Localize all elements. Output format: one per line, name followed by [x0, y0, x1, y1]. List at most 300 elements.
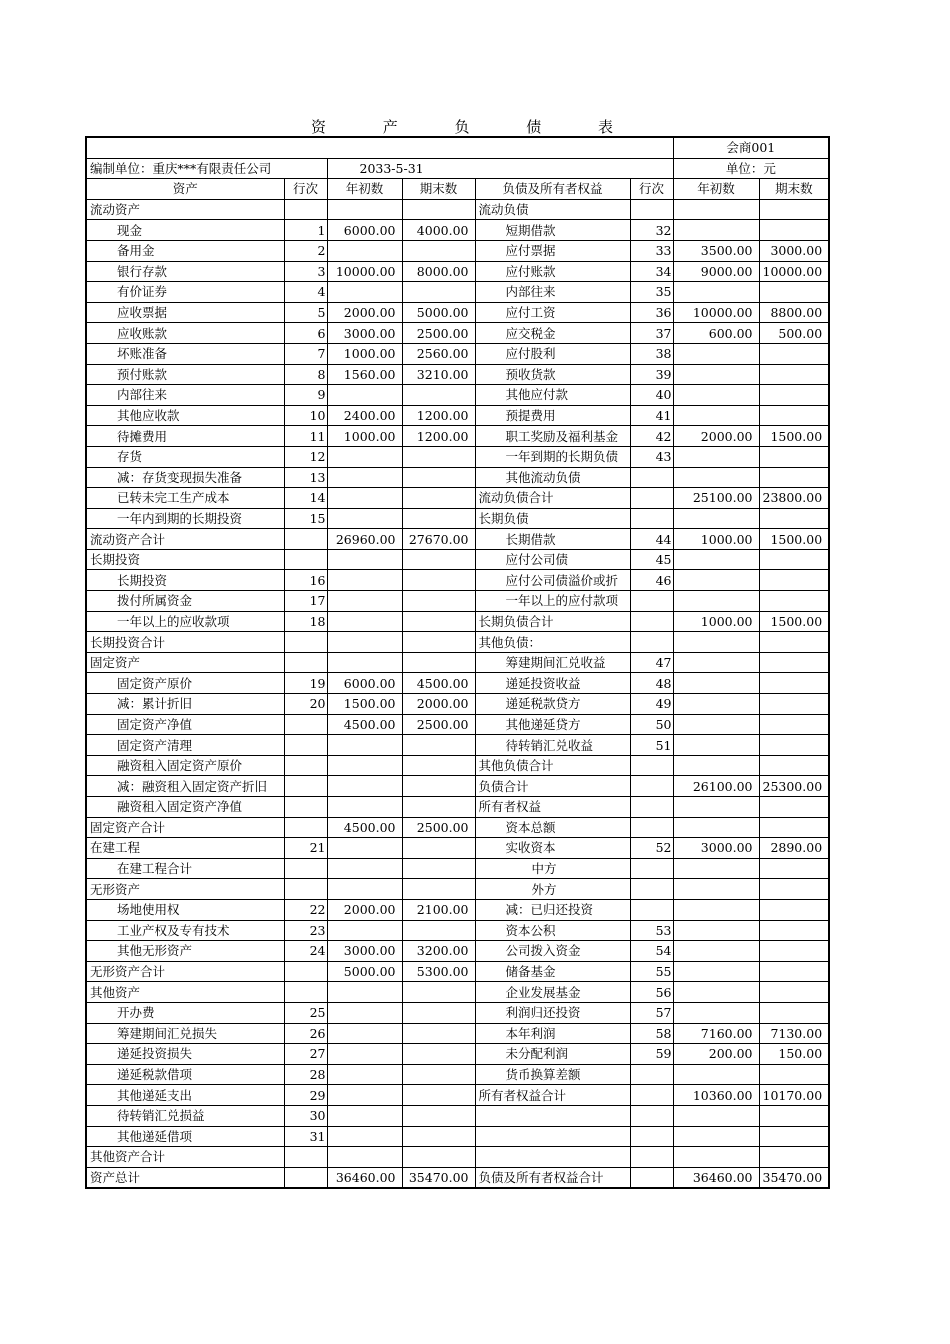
table-row [86, 282, 829, 303]
liability-ending [759, 817, 829, 838]
liability-beginning [673, 446, 759, 467]
liability-beginning [673, 941, 759, 962]
liability-line-no [630, 1064, 673, 1085]
asset-line-no: 22 [284, 899, 327, 920]
liability-line-no: 51 [630, 735, 673, 756]
meta-row [86, 158, 829, 179]
asset-beginning [327, 549, 402, 570]
asset-line-no: 15 [284, 508, 327, 529]
asset-line-no [284, 714, 327, 735]
asset-beginning: 5000.00 [327, 961, 402, 982]
liability-line-no: 52 [630, 838, 673, 859]
asset-line-no: 25 [284, 1002, 327, 1023]
header-ending: 期末数 [759, 179, 829, 200]
liability-line-no: 37 [630, 323, 673, 344]
asset-item: 递延投资损失 [86, 1044, 284, 1065]
asset-ending [402, 240, 475, 261]
liability-item: 递延投资收益 [475, 673, 630, 694]
liability-ending: 1500.00 [759, 426, 829, 447]
liability-line-no [630, 199, 673, 220]
liability-beginning [673, 549, 759, 570]
liability-line-no [630, 755, 673, 776]
table-row [86, 1002, 829, 1023]
table-row [86, 549, 829, 570]
asset-ending [402, 1147, 475, 1168]
header-line-no: 行次 [284, 179, 327, 200]
asset-line-no [284, 735, 327, 756]
asset-beginning: 10000.00 [327, 261, 402, 282]
liability-beginning [673, 467, 759, 488]
asset-item: 一年以上的应收款项 [86, 611, 284, 632]
asset-beginning: 1000.00 [327, 343, 402, 364]
liability-ending [759, 1002, 829, 1023]
liability-item: 预收货款 [475, 364, 630, 385]
liability-item: 利润归还投资 [475, 1002, 630, 1023]
liability-ending [759, 508, 829, 529]
asset-beginning [327, 611, 402, 632]
liability-item: 筹建期间汇兑收益 [475, 652, 630, 673]
liability-item: 外方 [475, 879, 630, 900]
liability-line-no: 54 [630, 941, 673, 962]
liability-beginning [673, 199, 759, 220]
liability-line-no [630, 776, 673, 797]
asset-item: 固定资产原价 [86, 673, 284, 694]
asset-beginning [327, 1023, 402, 1044]
liability-ending [759, 694, 829, 715]
liability-line-no [630, 1126, 673, 1147]
report-date: 2033-5-31 [327, 158, 673, 179]
liability-beginning: 2000.00 [673, 426, 759, 447]
asset-beginning [327, 591, 402, 612]
asset-beginning: 4500.00 [327, 817, 402, 838]
doc-code: 会商001 [673, 137, 829, 158]
asset-beginning [327, 508, 402, 529]
asset-beginning [327, 858, 402, 879]
asset-beginning [327, 755, 402, 776]
asset-ending: 35470.00 [402, 1167, 475, 1188]
liability-line-no [630, 488, 673, 509]
asset-item: 无形资产 [86, 879, 284, 900]
asset-item: 其他应收款 [86, 405, 284, 426]
asset-ending: 2500.00 [402, 323, 475, 344]
asset-ending: 4500.00 [402, 673, 475, 694]
asset-line-no: 27 [284, 1044, 327, 1065]
asset-beginning [327, 488, 402, 509]
table-row [86, 508, 829, 529]
liability-item: 储备基金 [475, 961, 630, 982]
asset-line-no: 19 [284, 673, 327, 694]
doc-code-row [86, 137, 829, 158]
liability-line-no [630, 611, 673, 632]
asset-beginning [327, 385, 402, 406]
asset-item: 内部往来 [86, 385, 284, 406]
liability-item: 货币换算差额 [475, 1064, 630, 1085]
asset-beginning [327, 838, 402, 859]
liability-ending [759, 343, 829, 364]
liability-beginning [673, 632, 759, 653]
asset-line-no: 30 [284, 1105, 327, 1126]
liability-line-no: 42 [630, 426, 673, 447]
table-row [86, 611, 829, 632]
liability-ending [759, 1064, 829, 1085]
asset-line-no: 16 [284, 570, 327, 591]
liability-line-no: 44 [630, 529, 673, 550]
liability-item: 长期负债 [475, 508, 630, 529]
table-row [86, 488, 829, 509]
asset-ending: 2560.00 [402, 343, 475, 364]
liability-line-no: 39 [630, 364, 673, 385]
liability-ending [759, 467, 829, 488]
asset-ending [402, 879, 475, 900]
liability-line-no [630, 1085, 673, 1106]
liability-line-no [630, 591, 673, 612]
asset-ending [402, 1126, 475, 1147]
asset-ending [402, 920, 475, 941]
liability-ending [759, 405, 829, 426]
asset-line-no: 7 [284, 343, 327, 364]
asset-line-no [284, 755, 327, 776]
asset-line-no [284, 1167, 327, 1188]
asset-line-no [284, 797, 327, 818]
asset-item: 坏账准备 [86, 343, 284, 364]
liability-line-no [630, 632, 673, 653]
asset-line-no [284, 1147, 327, 1168]
liability-beginning [673, 735, 759, 756]
liability-item [475, 1126, 630, 1147]
liability-beginning: 9000.00 [673, 261, 759, 282]
asset-beginning [327, 1002, 402, 1023]
asset-beginning [327, 652, 402, 673]
liability-ending [759, 364, 829, 385]
liability-item: 其他递延贷方 [475, 714, 630, 735]
asset-line-no: 18 [284, 611, 327, 632]
asset-item: 场地使用权 [86, 899, 284, 920]
asset-ending [402, 982, 475, 1003]
asset-item: 长期投资 [86, 570, 284, 591]
sheet-title: 资 产 负 债 表 [310, 118, 640, 136]
asset-item: 在建工程 [86, 838, 284, 859]
asset-ending: 3200.00 [402, 941, 475, 962]
liability-ending [759, 446, 829, 467]
asset-item: 工业产权及专有技术 [86, 920, 284, 941]
liability-line-no: 33 [630, 240, 673, 261]
liability-beginning: 10360.00 [673, 1085, 759, 1106]
liability-ending [759, 591, 829, 612]
asset-ending: 2100.00 [402, 899, 475, 920]
asset-item: 拨付所属资金 [86, 591, 284, 612]
table-row [86, 426, 829, 447]
liability-beginning: 25100.00 [673, 488, 759, 509]
liability-beginning [673, 817, 759, 838]
asset-line-no: 28 [284, 1064, 327, 1085]
asset-item: 固定资产净值 [86, 714, 284, 735]
liability-line-no: 35 [630, 282, 673, 303]
header-beginning: 年初数 [327, 179, 402, 200]
liability-ending [759, 941, 829, 962]
liability-ending [759, 755, 829, 776]
liability-beginning [673, 694, 759, 715]
liability-line-no [630, 508, 673, 529]
asset-beginning [327, 632, 402, 653]
liability-ending: 35470.00 [759, 1167, 829, 1188]
liability-ending [759, 570, 829, 591]
asset-line-no: 21 [284, 838, 327, 859]
asset-ending [402, 735, 475, 756]
liability-line-no: 45 [630, 549, 673, 570]
liability-line-no: 56 [630, 982, 673, 1003]
asset-ending [402, 1044, 475, 1065]
asset-ending [402, 591, 475, 612]
asset-beginning [327, 735, 402, 756]
asset-beginning [327, 199, 402, 220]
asset-ending: 2500.00 [402, 714, 475, 735]
asset-item: 其他资产 [86, 982, 284, 1003]
liability-ending: 3000.00 [759, 240, 829, 261]
asset-item: 预付账款 [86, 364, 284, 385]
table-row [86, 220, 829, 241]
asset-line-no: 9 [284, 385, 327, 406]
asset-line-no [284, 549, 327, 570]
liability-item: 其他负债： [475, 632, 630, 653]
liability-line-no [630, 879, 673, 900]
liability-item: 中方 [475, 858, 630, 879]
table-row [86, 755, 829, 776]
asset-beginning [327, 920, 402, 941]
liability-item: 企业发展基金 [475, 982, 630, 1003]
liability-beginning [673, 755, 759, 776]
table-row [86, 1044, 829, 1065]
liability-line-no: 32 [630, 220, 673, 241]
table-row [86, 1147, 829, 1168]
liability-line-no [630, 899, 673, 920]
liability-item: 递延税款贷方 [475, 694, 630, 715]
asset-beginning [327, 1147, 402, 1168]
liability-line-no [630, 467, 673, 488]
asset-ending [402, 858, 475, 879]
liability-ending: 2890.00 [759, 838, 829, 859]
asset-ending [402, 385, 475, 406]
liability-ending [759, 199, 829, 220]
asset-line-no: 6 [284, 323, 327, 344]
asset-line-no: 3 [284, 261, 327, 282]
liability-beginning: 7160.00 [673, 1023, 759, 1044]
asset-item: 减：累计折旧 [86, 694, 284, 715]
asset-line-no [284, 879, 327, 900]
unit-label: 单位：元 [673, 158, 829, 179]
asset-ending: 5300.00 [402, 961, 475, 982]
liability-item: 资本公积 [475, 920, 630, 941]
liability-item: 应付公司债溢价或折 [475, 570, 630, 591]
asset-item: 无形资产合计 [86, 961, 284, 982]
asset-item: 已转未完工生产成本 [86, 488, 284, 509]
asset-line-no: 17 [284, 591, 327, 612]
liability-ending: 10000.00 [759, 261, 829, 282]
header-ending: 期末数 [402, 179, 475, 200]
asset-item: 固定资产合计 [86, 817, 284, 838]
asset-ending [402, 838, 475, 859]
liability-line-no: 59 [630, 1044, 673, 1065]
asset-ending [402, 652, 475, 673]
asset-beginning [327, 776, 402, 797]
liability-line-no [630, 1105, 673, 1126]
asset-item: 流动资产合计 [86, 529, 284, 550]
table-row [86, 405, 829, 426]
liability-beginning [673, 652, 759, 673]
asset-ending [402, 632, 475, 653]
liability-ending [759, 652, 829, 673]
asset-beginning: 3000.00 [327, 323, 402, 344]
liability-line-no: 53 [630, 920, 673, 941]
asset-line-no: 1 [284, 220, 327, 241]
asset-item: 融资租入固定资产净值 [86, 797, 284, 818]
liability-beginning [673, 899, 759, 920]
asset-beginning: 1500.00 [327, 694, 402, 715]
asset-item: 待转销汇兑损益 [86, 1105, 284, 1126]
liability-ending [759, 735, 829, 756]
liability-beginning [673, 282, 759, 303]
table-row [86, 673, 829, 694]
table-row [86, 323, 829, 344]
asset-line-no [284, 632, 327, 653]
company-label: 编制单位：重庆***有限责任公司 [86, 158, 327, 179]
liability-beginning [673, 797, 759, 818]
asset-ending: 1200.00 [402, 405, 475, 426]
asset-line-no: 31 [284, 1126, 327, 1147]
asset-ending [402, 1105, 475, 1126]
table-row [86, 838, 829, 859]
liability-item [475, 1147, 630, 1168]
liability-beginning [673, 879, 759, 900]
liability-beginning: 1000.00 [673, 529, 759, 550]
liability-line-no [630, 858, 673, 879]
header-liability: 负债及所有者权益 [475, 179, 630, 200]
asset-line-no: 24 [284, 941, 327, 962]
liability-item: 应付账款 [475, 261, 630, 282]
liability-ending: 23800.00 [759, 488, 829, 509]
asset-beginning [327, 1044, 402, 1065]
liability-item: 待转销汇兑收益 [475, 735, 630, 756]
asset-item: 资产总计 [86, 1167, 284, 1188]
liability-ending [759, 714, 829, 735]
liability-ending: 10170.00 [759, 1085, 829, 1106]
asset-ending [402, 1085, 475, 1106]
liability-line-no: 38 [630, 343, 673, 364]
asset-line-no: 20 [284, 694, 327, 715]
asset-beginning [327, 1105, 402, 1126]
table-row [86, 446, 829, 467]
table-row [86, 467, 829, 488]
header-asset: 资产 [86, 179, 284, 200]
liability-beginning [673, 1126, 759, 1147]
liability-line-no [630, 1167, 673, 1188]
liability-item: 应付公司债 [475, 549, 630, 570]
table-row [86, 343, 829, 364]
liability-ending: 1500.00 [759, 611, 829, 632]
liability-item: 流动负债 [475, 199, 630, 220]
liability-item: 应付票据 [475, 240, 630, 261]
asset-ending [402, 570, 475, 591]
liability-beginning: 3500.00 [673, 240, 759, 261]
liability-line-no: 55 [630, 961, 673, 982]
liability-line-no: 48 [630, 673, 673, 694]
asset-beginning: 36460.00 [327, 1167, 402, 1188]
liability-item: 其他负债合计 [475, 755, 630, 776]
liability-item: 短期借款 [475, 220, 630, 241]
balance-sheet-body [86, 137, 829, 1188]
liability-ending [759, 549, 829, 570]
liability-ending [759, 1105, 829, 1126]
asset-line-no: 5 [284, 302, 327, 323]
asset-beginning: 3000.00 [327, 941, 402, 962]
table-row [86, 776, 829, 797]
liability-beginning [673, 961, 759, 982]
asset-beginning: 4500.00 [327, 714, 402, 735]
liability-item: 实收资本 [475, 838, 630, 859]
table-row [86, 1126, 829, 1147]
asset-ending: 27670.00 [402, 529, 475, 550]
table-row [86, 858, 829, 879]
liability-beginning [673, 220, 759, 241]
liability-line-no [630, 1147, 673, 1168]
liability-ending [759, 282, 829, 303]
asset-line-no [284, 982, 327, 1003]
asset-item: 存货 [86, 446, 284, 467]
liability-ending [759, 899, 829, 920]
table-row [86, 364, 829, 385]
asset-ending [402, 488, 475, 509]
asset-item: 备用金 [86, 240, 284, 261]
liability-line-no: 57 [630, 1002, 673, 1023]
table-row [86, 591, 829, 612]
liability-item: 长期负债合计 [475, 611, 630, 632]
liability-ending [759, 632, 829, 653]
asset-line-no: 8 [284, 364, 327, 385]
asset-ending [402, 1023, 475, 1044]
asset-beginning: 2000.00 [327, 302, 402, 323]
liability-beginning: 3000.00 [673, 838, 759, 859]
liability-beginning: 10000.00 [673, 302, 759, 323]
table-row [86, 652, 829, 673]
liability-item: 预提费用 [475, 405, 630, 426]
asset-beginning: 6000.00 [327, 673, 402, 694]
asset-beginning [327, 797, 402, 818]
asset-item: 融资租入固定资产原价 [86, 755, 284, 776]
liability-line-no: 40 [630, 385, 673, 406]
liability-beginning: 600.00 [673, 323, 759, 344]
asset-beginning [327, 570, 402, 591]
asset-line-no [284, 858, 327, 879]
table-row [86, 1105, 829, 1126]
asset-line-no: 2 [284, 240, 327, 261]
liability-line-no: 50 [630, 714, 673, 735]
table-row [86, 735, 829, 756]
table-row [86, 1167, 829, 1188]
liability-item: 应付股利 [475, 343, 630, 364]
liability-line-no: 46 [630, 570, 673, 591]
asset-beginning [327, 1085, 402, 1106]
liability-item: 负债合计 [475, 776, 630, 797]
liability-ending: 1500.00 [759, 529, 829, 550]
asset-beginning [327, 1126, 402, 1147]
liability-beginning [673, 673, 759, 694]
liability-item: 一年到期的长期负债 [475, 446, 630, 467]
liability-line-no: 47 [630, 652, 673, 673]
asset-beginning [327, 1064, 402, 1085]
table-row [86, 817, 829, 838]
asset-item: 长期投资 [86, 549, 284, 570]
liability-ending [759, 879, 829, 900]
asset-ending: 2500.00 [402, 817, 475, 838]
